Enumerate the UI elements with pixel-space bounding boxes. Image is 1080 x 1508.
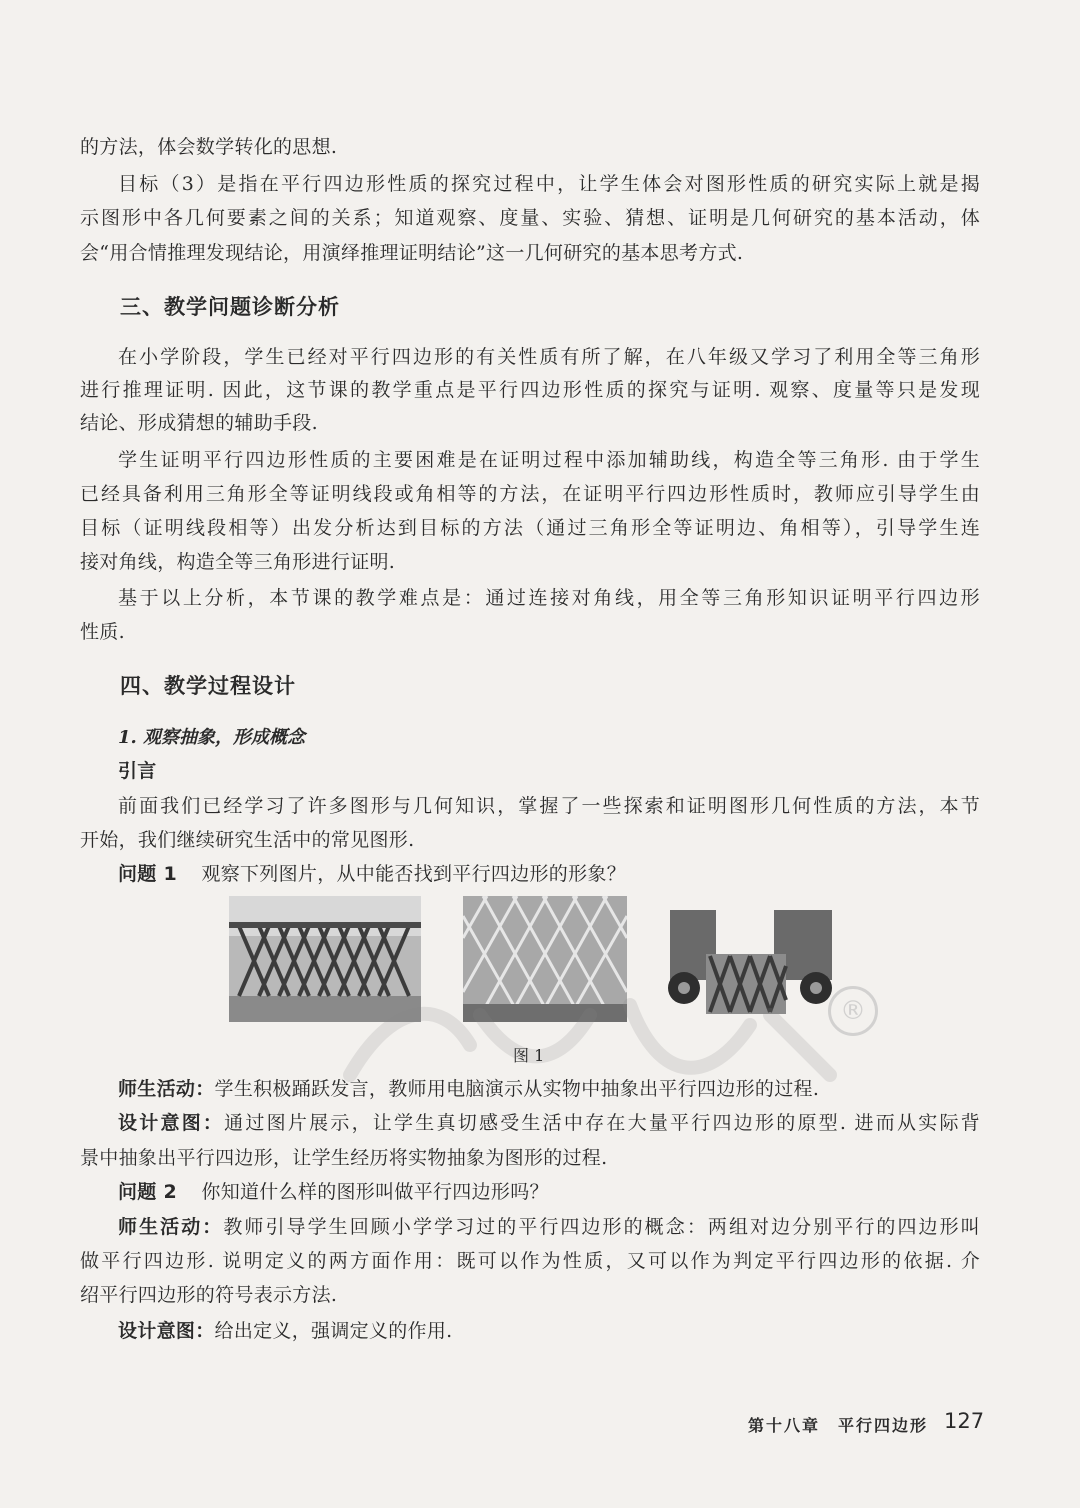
registered-mark-icon: ® (828, 986, 878, 1036)
figure-caption: 图 1 (513, 1046, 545, 1065)
question-label: 问题 2 (118, 1181, 178, 1203)
paragraph-line: 前面我们已经学习了许多图形与几何知识，掌握了一些探索和证明图形几何性质的方法，本节 (118, 795, 980, 817)
paragraph-line: 做平行四边形. 说明定义的两方面作用：既可以作为性质，又可以作为判定平行四边形的依据. 介 (80, 1250, 980, 1272)
activity-label: 师生活动： (118, 1216, 224, 1238)
paragraph-line: 接对角线，构造全等三角形进行证明. (80, 551, 396, 573)
paragraph-line: 目标（证明线段相等）出发分析达到目标的方法（通过三角形全等证明边、角相等），引导学生连 (80, 517, 980, 539)
question-1 (118, 861, 980, 887)
paragraph-line: 示图形中各几何要素之间的关系；知道观察、度量、实验、猜想、证明是几何研究的基本活动，体 (80, 207, 980, 229)
photo-retractable-gate (229, 896, 421, 1022)
activity-1 (118, 1076, 980, 1102)
chapter-footer: 第十八章 平行四边形 (748, 1416, 929, 1435)
paragraph-line: 目标（3）是指在平行四边形性质的探究过程中，让学生体会对图形性质的研究实际上就是揭 (118, 173, 980, 195)
intro-label: 引言 (118, 760, 157, 782)
design-text: 通过图片展示，让学生真切感受生活中存在大量平行四边形的原型. 进而从实际背 (224, 1112, 980, 1134)
question-text: 观察下列图片，从中能否找到平行四边形的形象？ (201, 863, 626, 885)
design-intent-1 (118, 1110, 980, 1136)
design-intent-2 (118, 1318, 980, 1344)
activity-text: 学生积极踊跃发言，教师用电脑演示从实物中抽象出平行四边形的过程. (214, 1078, 820, 1100)
paragraph-line: 开始，我们继续研究生活中的常见图形. (80, 829, 415, 851)
section-heading-3: 三、教学问题诊断分析 (120, 295, 340, 319)
activity-2 (118, 1214, 980, 1240)
paragraph-line: 结论、形成猜想的辅助手段. (80, 412, 318, 434)
paragraph-line: 学生证明平行四边形性质的主要困难是在证明过程中添加辅助线，构造全等三角形. 由于学生 (118, 449, 980, 471)
paragraph-line: 已经具备利用三角形全等证明线段或角相等的方法，在证明平行四边形性质时，教师应引导学生由 (80, 483, 980, 505)
page-number: 127 (944, 1409, 985, 1433)
activity-label: 师生活动： (118, 1078, 215, 1100)
paragraph-line: 进行推理证明. 因此，这节课的教学重点是平行四边形性质的探究与证明. 观察、度量等只是发现 (80, 379, 980, 401)
question-2 (118, 1179, 980, 1205)
paragraph-line: 会“用合情推理发现结论，用演绎推理证明结论”这一几何研究的基本思考方式. (80, 242, 744, 264)
activity-text: 教师引导学生回顾小学学习过的平行四边形的概念：两组对边分别平行的四边形叫 (223, 1216, 980, 1238)
photo-lattice-fence (463, 896, 627, 1022)
section-heading-4: 四、教学过程设计 (120, 674, 296, 698)
question-label: 问题 1 (118, 863, 178, 885)
design-label: 设计意图： (118, 1112, 225, 1134)
paragraph-line: 绍平行四边形的符号表示方法. (80, 1284, 338, 1306)
photo-scissor-lift-vehicle (666, 896, 844, 1022)
design-label: 设计意图： (118, 1320, 215, 1342)
design-text: 给出定义，强调定义的作用. (214, 1320, 453, 1342)
subsection-heading: 1. 观察抽象，形成概念 (118, 727, 306, 748)
paragraph-line: 性质. (80, 621, 125, 643)
paragraph-line: 的方法，体会数学转化的思想. (80, 136, 338, 158)
paragraph-line: 在小学阶段，学生已经对平行四边形的有关性质有所了解，在八年级又学习了利用全等三角形 (118, 346, 980, 368)
paragraph-line: 景中抽象出平行四边形，让学生经历将实物抽象为图形的过程. (80, 1147, 608, 1169)
paragraph-line: 基于以上分析，本节课的教学难点是：通过连接对角线，用全等三角形知识证明平行四边形 (118, 587, 980, 609)
question-text: 你知道什么样的图形叫做平行四边形吗？ (201, 1181, 549, 1203)
